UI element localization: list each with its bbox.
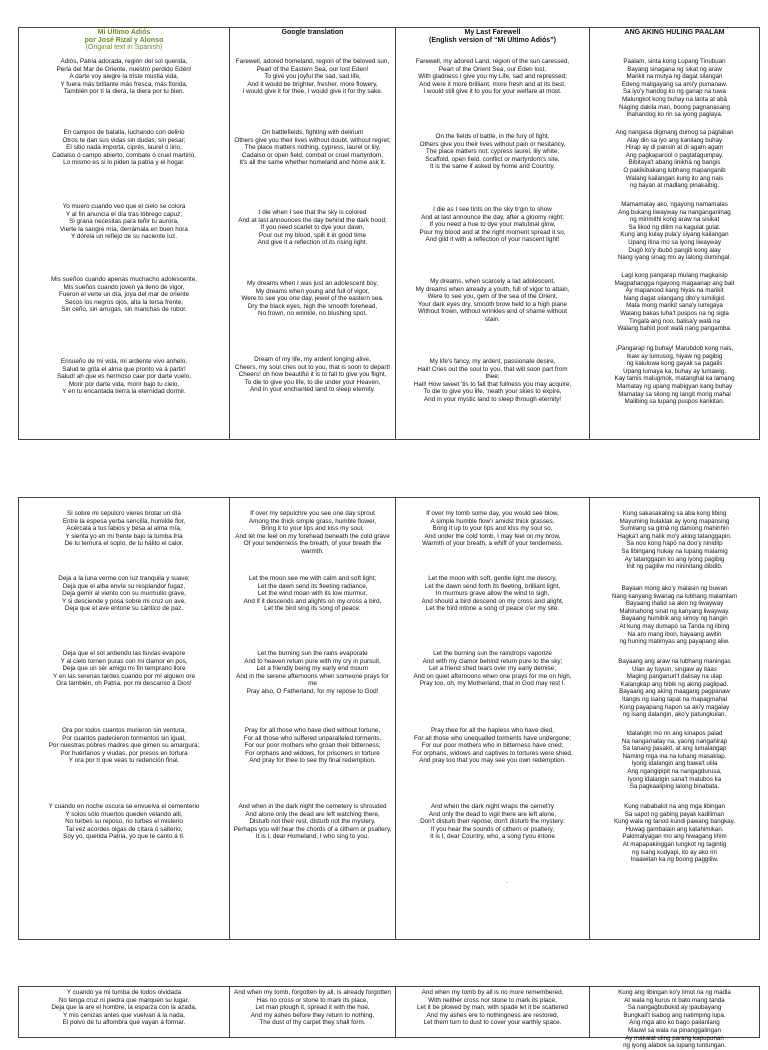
stanza: Kung sakasakaling sa aba kong libing Mayuming bulaklak ay iyong mapansing Sumilang sa gitnâ ng damong mahinhin Hagka't ang halik mo'y aking tatanggapin. Sa noo kong hapô na doo'y ninidlip Sa libingang hukay na lupang malamig Ay tatanggapin ko ang iyong pagibig Init ng pagiliw mo nininitang dibdib. (617, 510, 732, 571)
spanish-column (19, 987, 230, 1037)
stanza: If over my tomb some day, you would see blow, A simple humble flow'r amidst thick grasses, Bring it up to your lips and kiss my soul so, And under the cold tomb, I may feel on my brow, Warmth of your breath, a whiff of your tenderness. (422, 510, 563, 548)
spanish-title: Mi Último Adiós (97, 29, 151, 36)
stanza: Let the burning sun the rains evaporate And to heaven return pure with my cry in pursuit, Let a friendly being my early end mourn And in the serene afternoons when someone prays for me Pray also, O Fatherland, for my repose to God! (236, 650, 389, 695)
stanza: And when the dark night wraps the cemet'ry And only the dead to vigil there are left alone, Don't disturb their repose, don't disturb the mystery: If you hear the sounds of cithern or psaltery, It is I, dear Country, who, a song t'you intone (420, 803, 565, 841)
stanza: Ora por todos cuantos murieron sin ventura, Por cuantos padecieron tormentos sin igual, Por nuestras pobres madres que gimen su amargura; Por huérfanos y viudas, por presos en tortura Y ora por tí que veas tu redención final. (48, 727, 200, 765)
stanza: And when in the dark night the cemetery is shrouded And alone only the dead are left watching there, Disturb not their rest, disturb not the mystery. Perhaps you will hear the chords of a cithern or psaltery, It is I, dear Homeland, I who sing to you. (233, 803, 392, 841)
tagalog-column (590, 28, 759, 439)
stanza: Pray for all those who have died without fortune, For all those who suffered unparalleled torments, For our poor mothers who groan their bitterness; For orphans and widows, for prisoners in torture And pray for thee to see thy final redemption. (243, 727, 382, 765)
stanza: Bayaang ang araw na lubhang maningas Ulan ay tuyuin, singaw ay itaas Maging panganuri't dalisay na ulap Kalangkap ang hibik ng aking paglipad. Bayaang ang aking maagang pagpanaw Itangis ng isang tapat na mapagmahal Kung payapang hapon sa aki'y magalay ng isang dalangin, ako'y patungkulan. (618, 658, 731, 719)
stanza: Lagi kong pangarap mulang magkaisip Magpahangga ngayong magaanap ang bait Ay mapanood kang hiyas na marikit Nang dagat silangang dito'y lumiligid. Mata mong marikit sana'y lumigaya Walang bakas luha't puspos na ng sigla Tingalà ang noo, balisa'y walâ na Walang bahid poot walâ nang pangamba. (614, 272, 735, 333)
tagalog-column (590, 987, 759, 1050)
document-page-3 (18, 986, 760, 1050)
document-page-2 (18, 497, 760, 940)
stanza: Let the moon with soft, gentle light me descry, Let the dawn send forth its fleeting, brilliant light, In murmurs grave allow the wind to sigh, And should a bird descend on my cross and alight, Let the bird intone a song of peace o'er my site. (421, 575, 564, 613)
stanza: ¡Pangarap ng buhay! Marubdob kong nais, Ikaw ay lumusog, hiyaw ng pagibig ng kaluluwa kong gayak sa pagalis Upang lumaya ka, buhay ay lumawig. Kay tamis malugmok, matanghal ka lamang Mamatay ng upang mabigyan kang buhay Mamatay sa silong ng langit mong mahal Malibing sa lupang puspos karikitan. (614, 345, 735, 406)
english-column (396, 28, 590, 439)
stanza: Dream of my life, my ardent longing alive, Cheers, my soul cries out to you, that is soon to depart! Cheers! oh how beautiful it is to fall to give you flight, To die to give you life, to die under your Heaven, And in your enchanted land to sleep eternity. (234, 356, 391, 394)
stanza: Farewell, my adored Land, region of the sun caressed, Pearl of the Orient Sea, our Eden lost, With gladness I give you my Life, sad and repressed; And were it more brilliant, more fresh and at its best, I would still give it to you for your welfare at most. (415, 58, 570, 96)
stanza: And when my tomb by all is no more remembered, With neither cross nor stone to mark its place, Let it be plowed by man, with spade let it be scattered And my ashes ere to nothingness are restored, Let them turn to dust to cover your earthly space. (417, 989, 568, 1027)
stanza: My dreams, when scarcely a lad adolescent, My dreams when already a youth, full of vigor to attain, Were to see you, gem of the sea of the Orient, Your dark eyes dry, smooth brow held to a high plane Without frown, without wrinkles and of shame without stain. (415, 278, 570, 323)
stanza: Adiós, Patria adorada, región del sol querida, Perla del Mar de Oriente, nuestro perdido Edén! A darte voy alegre la triste mustia vida, Y fuera más brillante más fresca, más florida, También por tí la diera, la diera por tu bien. (56, 58, 192, 96)
stanza: On the fields of battle, in the fury of fight, Others give you their lives without pain or hesitancy, The place matters not: cypress laurel, lily white, Scaffold, open field, conflict or martyrdom's site, It is the same if asked by home and Country. (419, 133, 566, 171)
spanish-author: por José Rizal y Alonso (84, 36, 164, 44)
stanza: Idalangin mo rin ang kinapos palad Na nangamatay na, yaong nangahirap Sa tanang pasakit, at ang lumalangap Naming mga ina na luhang masaklap. Iyong idalangin ang bawa't ulila Ang ngangipipit na nangagdurusa, Iyong idalangin sana't matubos ka Sa pagkaaliping lalong binabata. (621, 730, 728, 791)
stanza: Let the moon see me with calm and soft light; Let the dawn send its fleeting radiance, Let the wind moan with its low murmur, And if it descends and alights on my cross a bird, Let the bird sing its song of peace. (243, 575, 382, 613)
tagalog-header: ANG AKING HULING PAALAM (624, 29, 725, 36)
english-column (396, 498, 590, 939)
spanish-note: (Original text in Spanish) (85, 44, 163, 52)
english-subtitle: (English version of “Mi Último Adiós”) (429, 36, 556, 44)
stanza: On battlefields, fighting with delirium Others give you their lives without doubt, without regret; The place matters nothing, cypress, laurel or lily, Cadalso or open field, combat or cruel martyrdom, It's all the same whether homeland and home ask it. (234, 129, 391, 167)
google-header: Google translation (281, 29, 344, 36)
stanza: And when my tomb, forgotten by all, is already forgotten Has no cross or stone to mark its place, Let man plough it, spread it with the hoe, And my ashes before they return to nothing, The dust of thy carpet they shall form. (234, 989, 391, 1027)
stanza: Pray thee for all the hapless who have died, For all those who unequalled torments have undergone; For our poor mothers who in bitterness have cried; For orphans, widows and captives to tortures were shied, And pray too that you may see you own redemption. (412, 727, 573, 765)
stanza: Si sobre mi sepulcro vieres brotar un día Entre la espesa yerba sencilla, humilde flor, Acércala a tus labios y besa al alma mía, Y sienta yo en mi frente bajo la tumba fría De tu ternura el soplo, de tu hálito el calor. (62, 510, 186, 548)
stanza: Ensueño de mi vida, mi ardiente vivo anhelo, Salud te grita el alma que pronto va á partir! Salud! ah que es hermoso caer por darte vuelo, Morir por darte vida, morir bajo tu cielo, Y en tu encantada tierra la eternidad dormir. (56, 358, 191, 396)
stanza: I die as I see tints on the sky b'gin to show And at last announce the day, after a gloomy night; If you need a hue to dye your matutinal glow, Pour my blood and at the right moment spread it so, And gild it with a reflection of your nascent light! (419, 206, 566, 244)
stanza: I die when I see that the sky is colored And at last announces the day behind the dark hood; If you need scarlet to dye your dawn, Pour out my blood, spill it in good time And give it a reflection of its rising light. (238, 209, 387, 247)
stanza: Kung ang libingan ko'y limot na ng madla At wala ng kurus ni bato mang tanda Sa nangagbubukid ay ipaubayang Bungkali't isabog ang natimping lupa. Ang mga abo ko bago pailanlang Mauwi sa wala na pinanggalingan Ay makalat uling parang kapupunan ng iyong alabok sa lupang tuntungan. (618, 989, 731, 1050)
stanza: Farewell, adored homeland, region of the beloved sun, Pearl of the Eastern Sea, our lost Eden! To give you joyful the sad, sad life, And it would be brighter, fresher, more flowery, I would give it for thee, I would give it for thy sake. (235, 58, 390, 96)
stanza: Deja a la luna verme con luz tranquila y suave; Deja que el alba envíe su resplandor fugaz, Deja gemir al viento con su murmullo grave, Y si desciende y posa sobre mi cruz un ave, Deja que el ave entone su cántico de paz. (58, 575, 190, 613)
document-page-1 (18, 27, 760, 440)
google-column (230, 28, 396, 439)
english-column (396, 987, 590, 1037)
stanza: If over my sepulchre you see one day sprout Among the thick simple grass, humble flower, Bring it to your lips and kiss my soul, And let me feel on my forehead beneath the cold grave Of your tenderness the breath, of your breath the warmth. (235, 510, 390, 555)
stanza: Bayaan mong ako'y malasin ng buwan Nang kanyang liwanag na lubhang malamlam Bayaang ihatid sa akin ng liwayway Mahinahong sinat ng kanyang liwayway. Bayaang humibik ang simoy ng hangin At kung may dumapò sa Tanda ng libing Na aro mang ibon, bayaang awitin ng huning matimyas ang payapang aliw. (611, 585, 738, 646)
stanza: Paalam, sinta kong Lupang Tinubuan Bayang sinagana ng sikat ng araw Marikit na mutya ng dagat silangan Edeng maligayang sa ami'y pumanaw. Sa iyo'y handog ko ng ganap na tuwa Malungkot kong buhay na lanta at abâ Naging dakila man, boong pagnanasang Ihahandog ko rin sa iyong paglaya. (618, 58, 731, 119)
english-title: My Last Farewell (464, 29, 521, 36)
stanza: My dreams when I was just an adolescent boy, My dreams when young and full of vigor, Were to see you one day, jewel of the eastern sea. Dry the black eyes, high the smooth forehead, No frown, no wrinkle, no blushing spot. (241, 280, 384, 318)
english-header (396, 29, 589, 44)
google-column (230, 987, 396, 1037)
stanza: Yo muero cuando veo que el cielo se colora Y al fin anuncia el día tras lóbrego capuz; Si grana necesitas para teñir tu aurora, Vierte la sangre mía, derrámala en buen hora Y dórela un reflejo de su naciente luz. (60, 203, 188, 241)
stanza: My life's fancy, my ardent, passionate desire, Hail! Cries out the soul to you, that will soon part from thee; Hail! How sweet 'tis to fall that fullness you may acquire; To die to give you life, 'neath your skies to expire, And in your mystic land to sleep through eternity! (413, 358, 572, 403)
google-column (230, 498, 396, 939)
stanza: Let the burning sun the raindrops vaporize And with my clamor behind return pure to the sky; Let a friend shed tears over my early demise; And on quiet afternoons when one prays for me on high, Pray too, oh, my Motherland, that in God may rest I. (413, 650, 572, 688)
stanza: Y cuando en noche oscura se envuelva el cementerio Y solos sólo muertos queden velando allí, No turbes su reposo, no turbes el misterio Tal vez acordes oigas de cítara ó salterio, Soy yo, querida Patria, yo que te canto á tí. (48, 803, 200, 841)
stanza: Ang nangasa digmang dumog sa paglaban Alay din sa iyo ang kanilang buhay Hirap ay di pansin at di agam agam Ang pagkaparool o pagtatagumpay. Bibitaya't abang linikhâ ng bangis O pakikibakang lubhang mapanganib Walang kailangan kung ito ang nais ng bayan at madlang pinakaibig. (615, 129, 734, 190)
spanish-column (19, 498, 230, 939)
stanza: Kung nababalot na ang mga libingan Sa sapot ng gabing payak kadiliman Kung wala ng tanod kundi pawang bangkay, Huwag gambalain ang katahimikan. Pakimatyagan mo ang hiwagang lihim At mapapakinggan lungkot ng tagintig ng isang kudyapi, ito ay ako rin Inaawitan ka ng boong paggiliw. (614, 803, 735, 864)
tagalog-column (590, 498, 759, 939)
stanza: Deja que el sol ardiendo las lluvias evapore Y al cielo tornen puras con mi clamor en pos, Deja que un sér amigo mi fin temprano llore Y en las serenas tardes cuando por mí alguien ore Ora también, oh Patria, por mi descanso á Dios! (52, 650, 195, 688)
stray-mark: . (506, 878, 508, 885)
spanish-header (19, 29, 229, 52)
stanza: Mis sueños cuando apenas muchacho adolescente, Mis sueños cuando joven ya lleno de vigor, Fueron el verte un día, joya del mar de oriente Secos los negros ojos, alta la tersa frente, Sin ceño, sin arrugas, sin manchas de rubor. (50, 276, 197, 314)
spanish-column (19, 28, 230, 439)
stanza: Mamamatay ako, ngayong namamalas Ang bukang liwayway na nanganganinag ng mirimithi kong araw na sisikat Sa likod ng dilim na kagulat gulat. Kung ang kulay pula'y siyang kailangan Upang itina mo sa iyong liwayway Dugô ko'y ibubô pangiti kong alay Nang iyang sinag mo ay lalong dumingal. (617, 201, 732, 262)
stanza: En campos de batalla, luchando con delirio Otros te dan sus vidas sin dudas, sin pesar; El sitio nada importa, ciprés, laurel ó lirio, Cadalso ó campo abierto, combate ó cruel martirio, Lo mismo es si lo piden la patria y el hogar. (52, 129, 196, 167)
stanza: Y cuando ya mi tumba de todos olvidada No tenga cruz ni piedra que marquen su lugar, Deja que la are el hombre, la esparza con la azada, Y mis cenizas antes que vuelvan á la nada, El polvo de tu alfombra que vayan á formar. (51, 989, 197, 1027)
